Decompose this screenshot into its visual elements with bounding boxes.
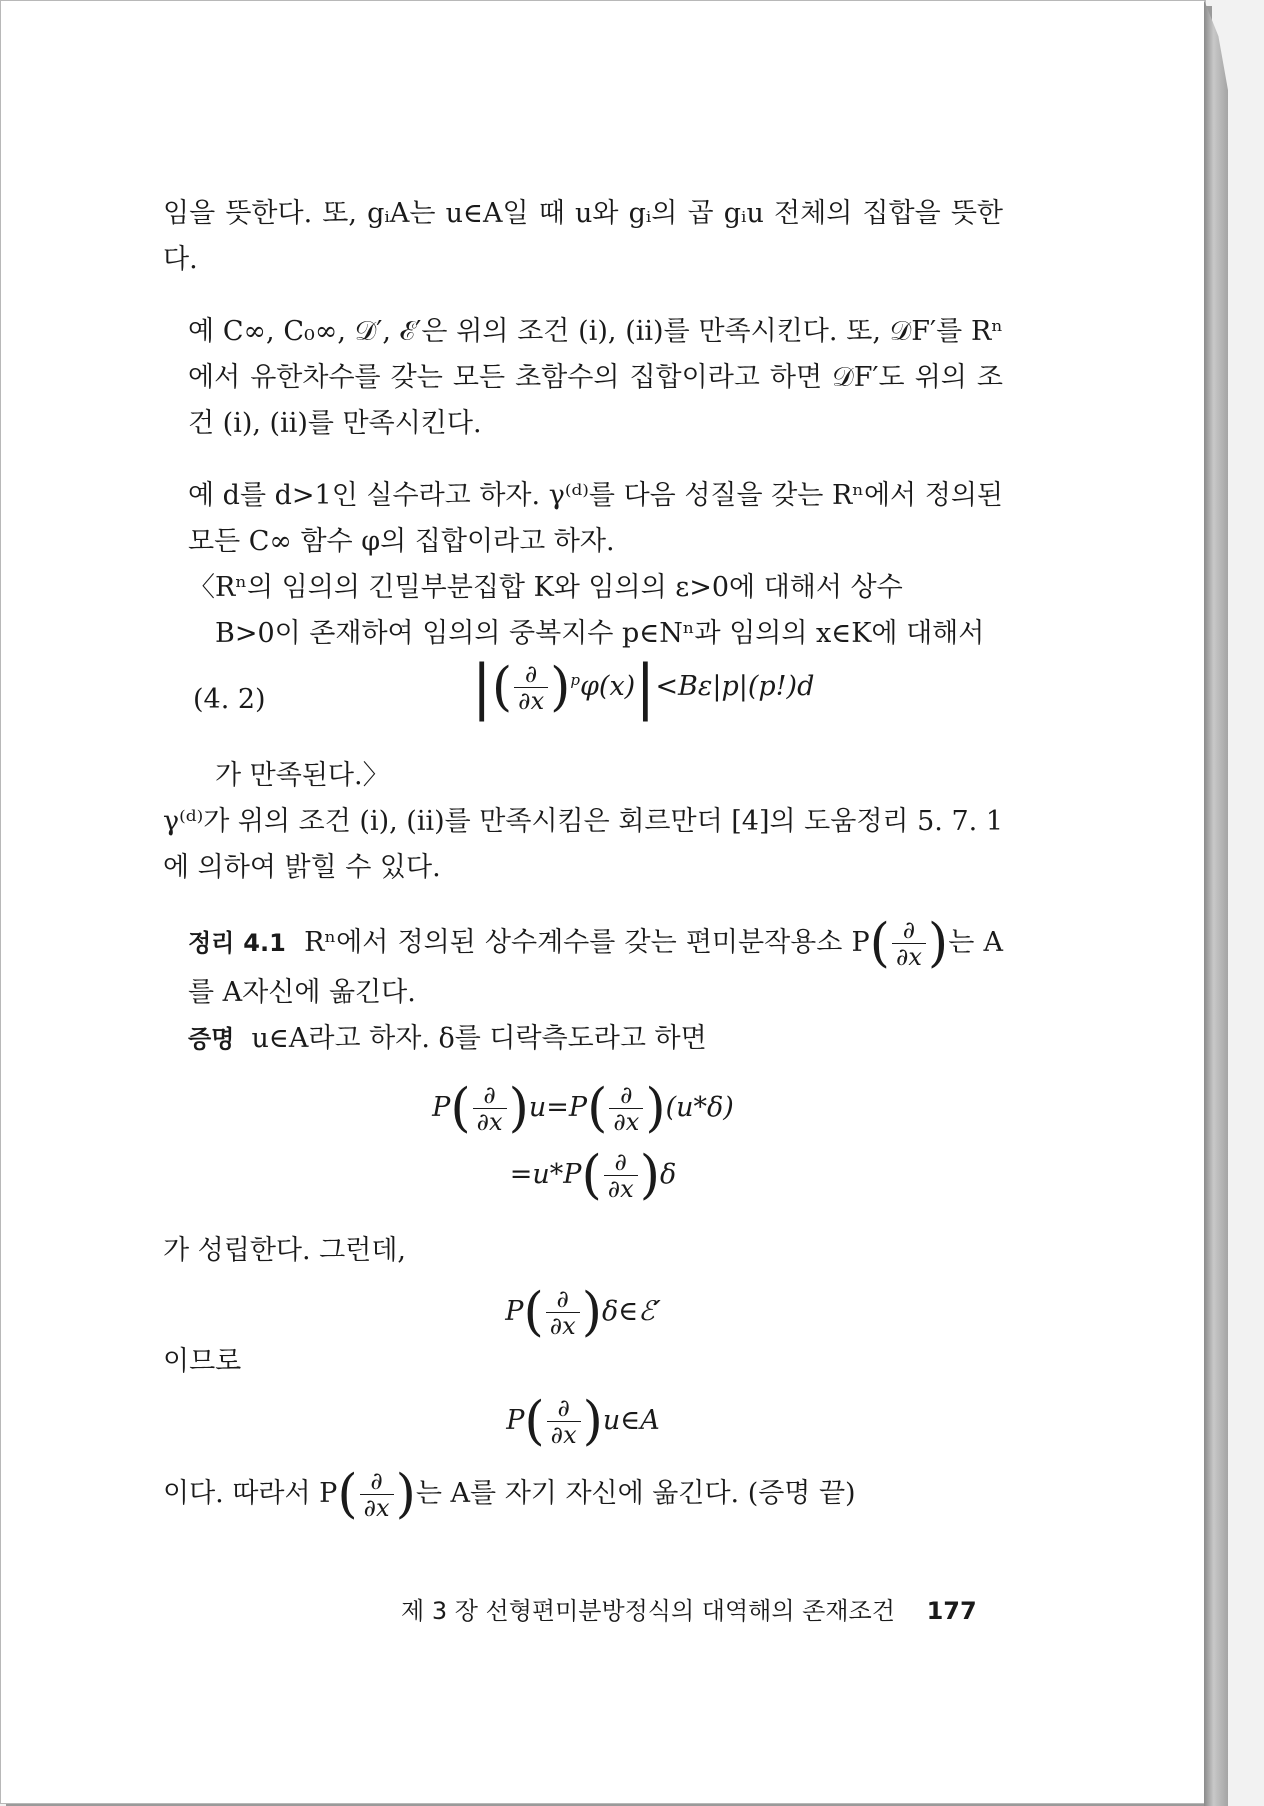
book-spine-edge (1204, 0, 1228, 1806)
equation-number: (4. 2) (193, 684, 266, 715)
theorem-4-1: 정리 4.1 Rⁿ에서 정의된 상수계수를 갖는 편미분작용소 P( $\frac{\partial}{\partial x}$ )는 A를 A자신에 옮긴다. (188, 913, 1003, 1008)
paragraph-example-1: 예 C∞, C₀∞, 𝒟′, ℰ′은 위의 조건 (i), (ii)를 만족시킨다. 또, 𝒟F′를 Rⁿ에서 유한차수를 갖는 모든 초함수의 집합이라고 하면 𝒟F′도 위의 조건 (i), (ii)를 만족시킨다. (188, 316, 1003, 439)
equation-proof-1: P( $\frac{\partial}{\partial x}$ )u=P( $\frac{\partial}{\partial x}$ )(u*δ) (432, 1078, 734, 1139)
equation-proof-4: P( $\frac{\partial}{\partial x}$ )u∈A (506, 1391, 660, 1452)
partial-fraction: $\frac{\partial}{\partial x}$ (514, 661, 548, 714)
paragraph-conclusion: 이다. 따라서 P( $\frac{\partial}{\partial x}$ )는 A를 자기 자신에 옮긴다. (증명 끝) (163, 1464, 856, 1525)
paragraph-1: 임을 뜻한다. 또, gᵢA는 u∈A일 때 u와 gᵢ의 곱 gᵢu 전체의 집합을 뜻한다. (163, 198, 1003, 275)
equation-4-2 (163, 652, 1003, 753)
equation-proof-3: P( $\frac{\partial}{\partial x}$ )δ∈ℰ′ (505, 1282, 661, 1343)
paragraph-therefore: 이므로 (163, 1346, 242, 1377)
paragraph-condition-line-2: B>0이 존재하여 임의의 중복지수 p∈Nⁿ과 임의의 x∈K에 대해서 (215, 618, 985, 649)
proof-start: 증명 u∈A라고 하자. δ를 디락측도라고 하면 (188, 1023, 707, 1054)
paragraph-condition-end: 가 만족된다.〉 (215, 760, 390, 791)
equation-proof-2: =u*P( $\frac{\partial}{\partial x}$ )δ (509, 1145, 677, 1206)
equation-4-2-body: |( $\frac{\partial}{\partial x}$ )$^p$φ(x)|<Bε|p|(p!)d (471, 652, 815, 723)
paragraph-condition-line-1: 〈Rⁿ의 임의의 긴밀부분집합 K와 임의의 ε>0에 대해서 상수 (188, 572, 903, 603)
page-content (163, 191, 1003, 1525)
page-footer (401, 1591, 977, 1626)
paragraph-holds: 가 성립한다. 그런데, (163, 1235, 406, 1266)
paragraph-hormander: γ⁽ᵈ⁾가 위의 조건 (i), (ii)를 만족시킴은 회르만더 [4]의 도움정리 5. 7. 1에 의하여 밝힐 수 있다. (163, 806, 1003, 883)
paragraph-example-2: 예 d를 d>1인 실수라고 하자. γ⁽ᵈ⁾를 다음 성질을 갖는 Rⁿ에서 정의된 모든 C∞ 함수 φ의 집합이라고 하자. (188, 480, 1003, 557)
chapter-title: 제 3 장 선형편미분방정식의 대역해의 존재조건 (401, 1597, 895, 1625)
page-number: 177 (926, 1597, 977, 1625)
theorem-label: 정리 4.1 (188, 929, 286, 957)
proof-label: 증명 (188, 1025, 235, 1053)
